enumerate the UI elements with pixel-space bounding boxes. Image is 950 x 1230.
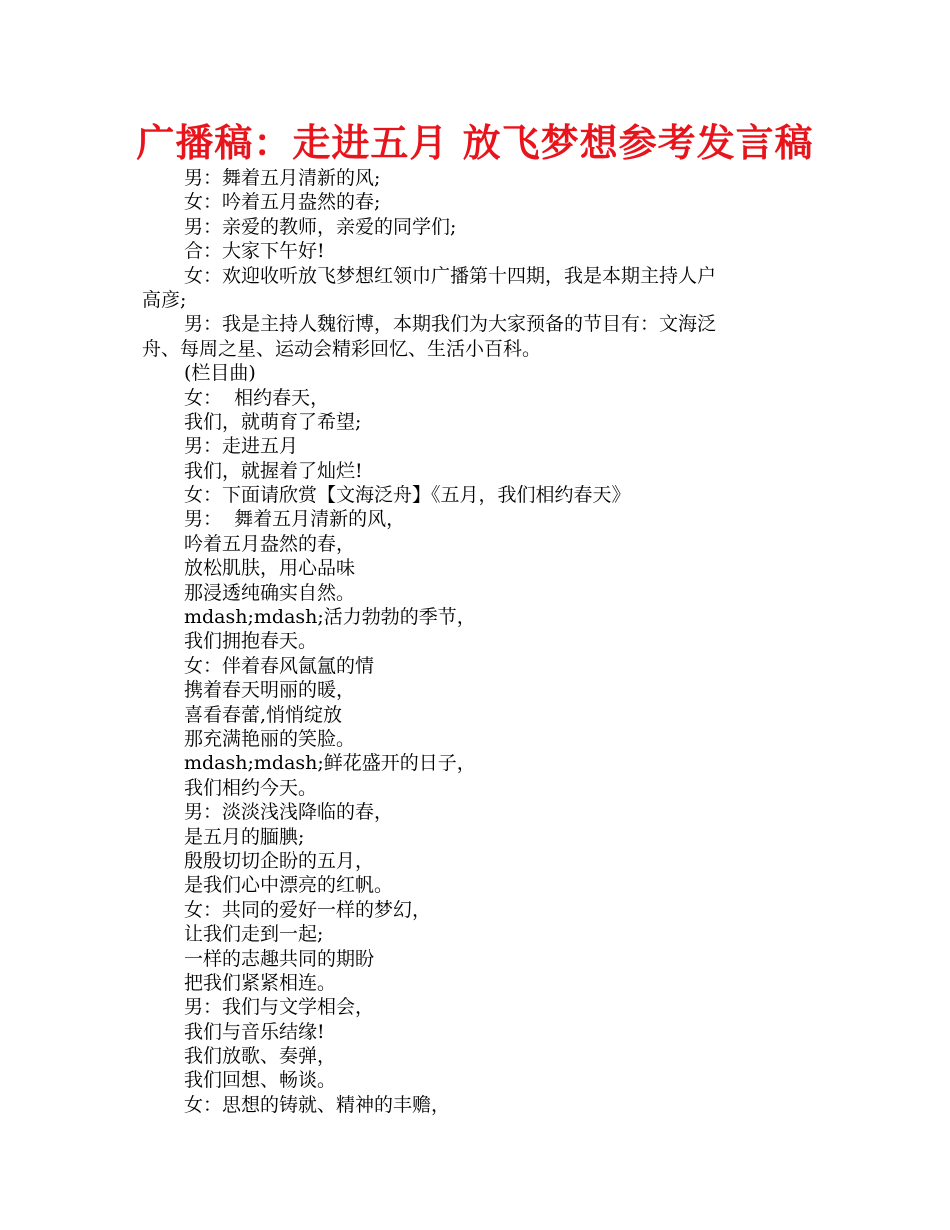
text-line: 舟、每周之星、运动会精彩回忆、生活小百科。 <box>142 337 542 360</box>
text-line: 合：大家下午好! <box>184 240 325 263</box>
text-line: 女：伴着春风氤氲的情 <box>184 654 375 677</box>
text-line: 男：我们与文学相会， <box>184 996 375 1019</box>
text-line: 我们相约今天。 <box>184 776 318 799</box>
text-line: 女：欢迎收听放飞梦想红领巾广播第十四期，我是本期主持人户 <box>184 264 717 287</box>
text-line: 我们，就握着了灿烂! <box>184 459 363 482</box>
document-title: 广播稿：走进五月 放飞梦想参考发言稿 <box>136 121 814 165</box>
text-line: 是我们心中漂亮的红帆。 <box>184 874 394 897</box>
text-line: 殷殷切切企盼的五月， <box>184 849 375 872</box>
text-line: 放松肌肤，用心品味 <box>184 557 356 580</box>
text-line: 我们回想、畅谈。 <box>184 1069 337 1092</box>
text-line: 女：下面请欣赏【文海泛舟】《五月，我们相约春天》 <box>184 484 631 507</box>
text-line: 男：我是主持人魏衍博，本期我们为大家预备的节目有：文海泛 <box>184 313 717 336</box>
text-line: 男：亲爱的教师，亲爱的同学们; <box>184 215 457 238</box>
text-line: 吟着五月盎然的春， <box>184 532 356 555</box>
text-line: mdash;mdash;活力勃勃的季节， <box>184 606 476 629</box>
text-line: 男：舞着五月清新的风; <box>184 167 381 189</box>
text-line: 喜看春蕾,悄悄绽放 <box>184 703 343 726</box>
document-body <box>142 166 822 1117</box>
text-line: 女：共同的爱好一样的梦幻， <box>184 898 432 921</box>
text-line: 一样的志趣共同的期盼 <box>184 947 375 970</box>
text-line: 让我们走到一起; <box>184 923 324 946</box>
text-line: 把我们紧紧相连。 <box>184 971 337 994</box>
text-line: 男：淡淡浅浅降临的春， <box>184 801 394 824</box>
text-line: 我们拥抱春天。 <box>184 630 318 653</box>
text-line: 我们放歌、奏弹， <box>184 1045 337 1068</box>
text-line: 那浸透纯确实自然。 <box>184 581 356 604</box>
text-line: (栏目曲) <box>184 362 256 385</box>
text-line: mdash;mdash;鲜花盛开的日子， <box>184 752 476 775</box>
text-line: 我们，就萌育了希望; <box>184 410 362 433</box>
text-line: 我们与音乐结缘! <box>184 1020 325 1043</box>
text-line: 携着春天明丽的暖， <box>184 679 356 702</box>
text-line: 男： 舞着五月清新的风， <box>184 508 406 531</box>
text-line: 那充满艳丽的笑脸。 <box>184 727 356 750</box>
text-line: 高彦; <box>142 288 187 311</box>
text-line: 男：走进五月 <box>184 435 299 458</box>
text-line: 女：思想的铸就、精神的丰赡， <box>184 1093 451 1116</box>
text-line: 女：吟着五月盎然的春; <box>184 191 381 214</box>
text-line: 女： 相约春天， <box>184 386 330 409</box>
text-line: 是五月的腼腆; <box>184 825 305 848</box>
